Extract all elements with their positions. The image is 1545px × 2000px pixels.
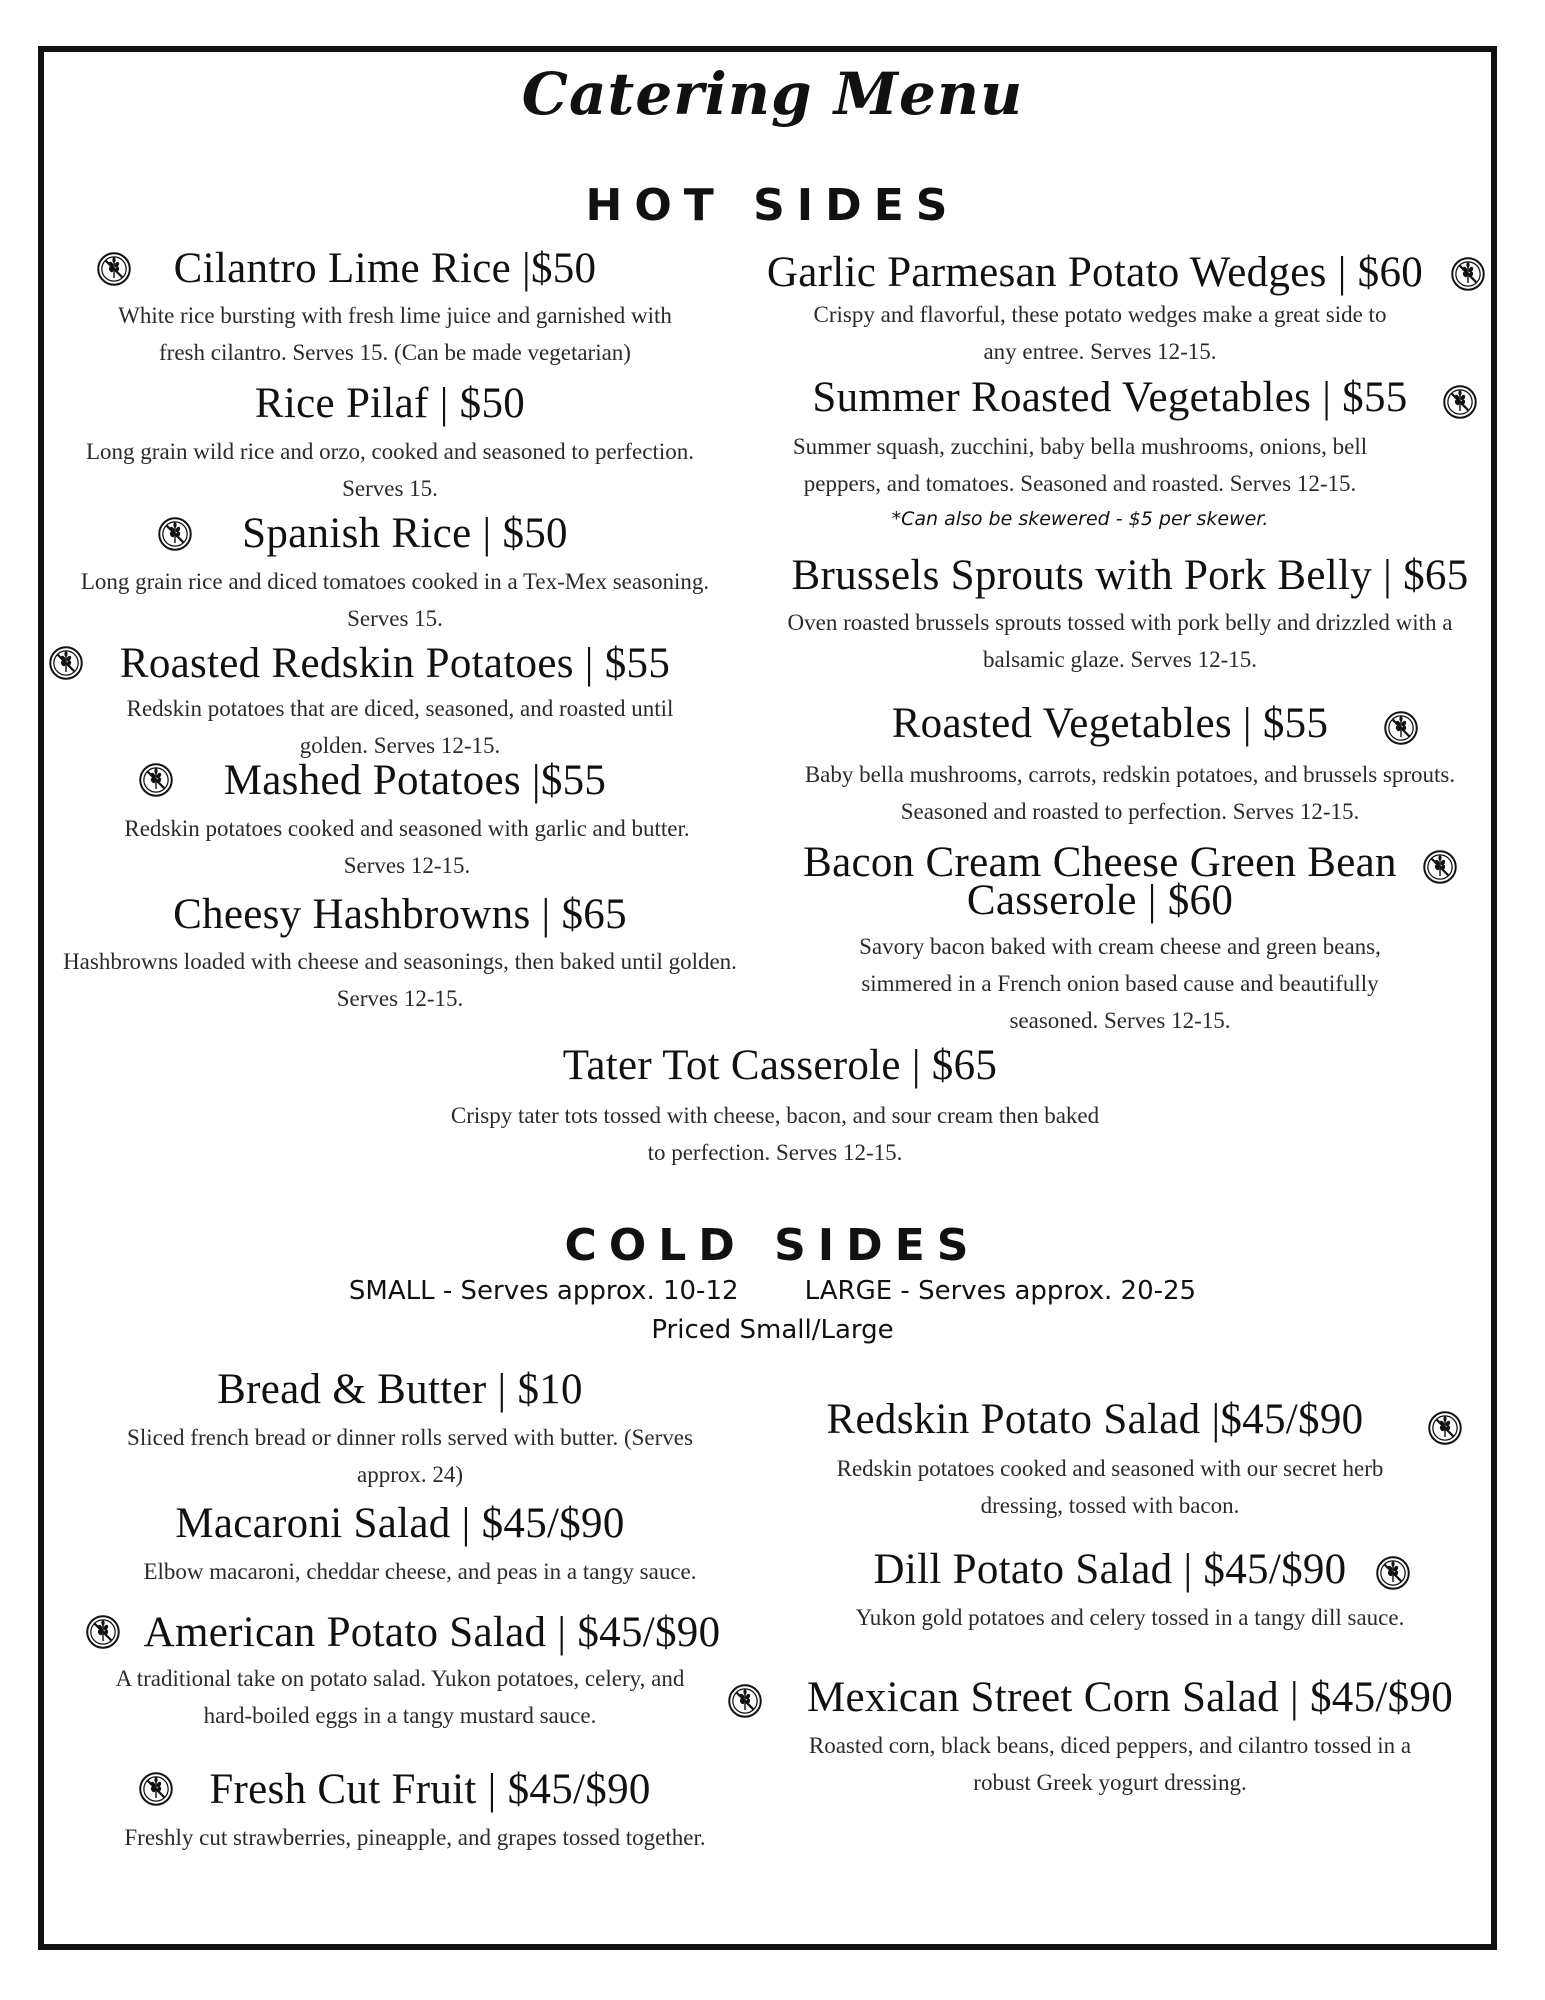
hot-sides-heading: HOT SIDES xyxy=(585,180,960,231)
size-info: SMALL - Serves approx. 10-12 LARGE - Serves approx. 20-25 xyxy=(348,1276,1197,1306)
item-title: Dill Potato Salad | $45/$90 xyxy=(873,1546,1347,1593)
item-description: Roasted corn, black beans, diced peppers, and cilantro tossed in a robust Greek yogurt dressing. xyxy=(808,1733,1412,1795)
item-description: Baby bella mushrooms, carrots, redskin potatoes, and brussels sprouts. Seasoned and roasted to perfection. Serves 12-15. xyxy=(804,762,1456,824)
item-title: Summer Roasted Vegetables | $55 xyxy=(812,374,1408,421)
gluten-free-icon xyxy=(727,1683,763,1719)
item-description: Yukon gold potatoes and celery tossed in a tangy dill sauce. xyxy=(855,1605,1405,1630)
item-title: Rice Pilaf | $50 xyxy=(254,380,526,427)
item-description: Sliced french bread or dinner rolls served with butter. (Serves approx. 24) xyxy=(127,1425,693,1487)
gluten-free-icon xyxy=(1450,256,1486,292)
menu-title: Catering Menu xyxy=(521,60,1024,128)
item-description: Redskin potatoes cooked and seasoned with our secret herb dressing, tossed with bacon. xyxy=(836,1456,1384,1518)
cold-sides-heading: COLD SIDES xyxy=(564,1220,981,1271)
item-description: A traditional take on potato salad. Yukon potatoes, celery, and hard-boiled eggs in a tangy mustard sauce. xyxy=(115,1666,685,1728)
gluten-free-icon xyxy=(85,1614,121,1650)
item-title: Roasted Vegetables | $55 xyxy=(891,700,1329,747)
item-description: Hashbrowns loaded with cheese and seasonings, then baked until golden. Serves 12-15. xyxy=(63,949,737,1011)
item-title: Tater Tot Casserole | $65 xyxy=(562,1042,998,1089)
item-title: Macaroni Salad | $45/$90 xyxy=(175,1500,625,1547)
item-description: Long grain wild rice and orzo, cooked and seasoned to perfection. Serves 15. xyxy=(85,439,694,501)
item-title: American Potato Salad | $45/$90 xyxy=(143,1609,721,1656)
item-description: Crispy tater tots tossed with cheese, bacon, and sour cream then baked to perfection. Serves 12-15. xyxy=(450,1103,1100,1165)
gluten-free-icon xyxy=(96,251,132,287)
item-title: Mashed Potatoes |$55 xyxy=(223,757,607,804)
item-description: Redskin potatoes that are diced, seasoned, and roasted until golden. Serves 12-15. xyxy=(126,696,674,758)
gluten-free-icon xyxy=(1383,710,1419,746)
gluten-free-icon xyxy=(138,1771,174,1807)
pricing-note: Priced Small/Large xyxy=(651,1315,894,1345)
item-title: Bacon Cream Cheese Green Bean Casserole | $60 xyxy=(803,839,1397,924)
item-title: Mexican Street Corn Salad | $45/$90 xyxy=(806,1674,1454,1721)
item-title: Brussels Sprouts with Pork Belly | $65 xyxy=(791,552,1469,599)
item-description: Savory bacon baked with cream cheese and green beans, simmered in a French onion based cause and beautifully seasoned. Serves 12-15. xyxy=(859,934,1381,1033)
item-title: Cheesy Hashbrowns | $65 xyxy=(173,891,627,938)
gluten-free-icon xyxy=(1422,849,1458,885)
gluten-free-icon xyxy=(48,645,84,681)
gluten-free-icon xyxy=(138,762,174,798)
item-description: Elbow macaroni, cheddar cheese, and peas in a tangy sauce. xyxy=(143,1559,697,1584)
item-description: Redskin potatoes cooked and seasoned with garlic and butter. Serves 12-15. xyxy=(124,816,690,878)
item-description: Crispy and flavorful, these potato wedges make a great side to any entree. Serves 12-15. xyxy=(813,302,1387,364)
item-title: Redskin Potato Salad |$45/$90 xyxy=(826,1396,1364,1443)
item-description: Summer squash, zucchini, baby bella mushrooms, onions, bell peppers, and tomatoes. Seasoned and roasted. Serves 12-15. xyxy=(792,434,1368,496)
item-title: Spanish Rice | $50 xyxy=(242,510,568,557)
gluten-free-icon xyxy=(1427,1410,1463,1446)
item-title: Garlic Parmesan Potato Wedges | $60 xyxy=(766,249,1424,296)
item-title: Bread & Butter | $10 xyxy=(217,1366,583,1413)
item-title: Roasted Redskin Potatoes | $55 xyxy=(119,640,671,687)
item-description: White rice bursting with fresh lime juice and garnished with fresh cilantro. Serves 15. (Can be made vegetarian) xyxy=(118,303,672,365)
gluten-free-icon xyxy=(1375,1555,1411,1591)
gluten-free-icon xyxy=(157,516,193,552)
item-title: Fresh Cut Fruit | $45/$90 xyxy=(209,1766,651,1813)
item-description: Long grain rice and diced tomatoes cooked in a Tex-Mex seasoning. Serves 15. xyxy=(80,569,710,631)
item-description: Oven roasted brussels sprouts tossed with pork belly and drizzled with a balsamic glaze. Serves 12-15. xyxy=(787,610,1453,672)
item-note: *Can also be skewered - $5 per skewer. xyxy=(891,508,1269,530)
gluten-free-icon xyxy=(1442,384,1478,420)
item-title: Cilantro Lime Rice |$50 xyxy=(173,245,597,292)
item-description: Freshly cut strawberries, pineapple, and grapes tossed together. xyxy=(124,1825,706,1850)
